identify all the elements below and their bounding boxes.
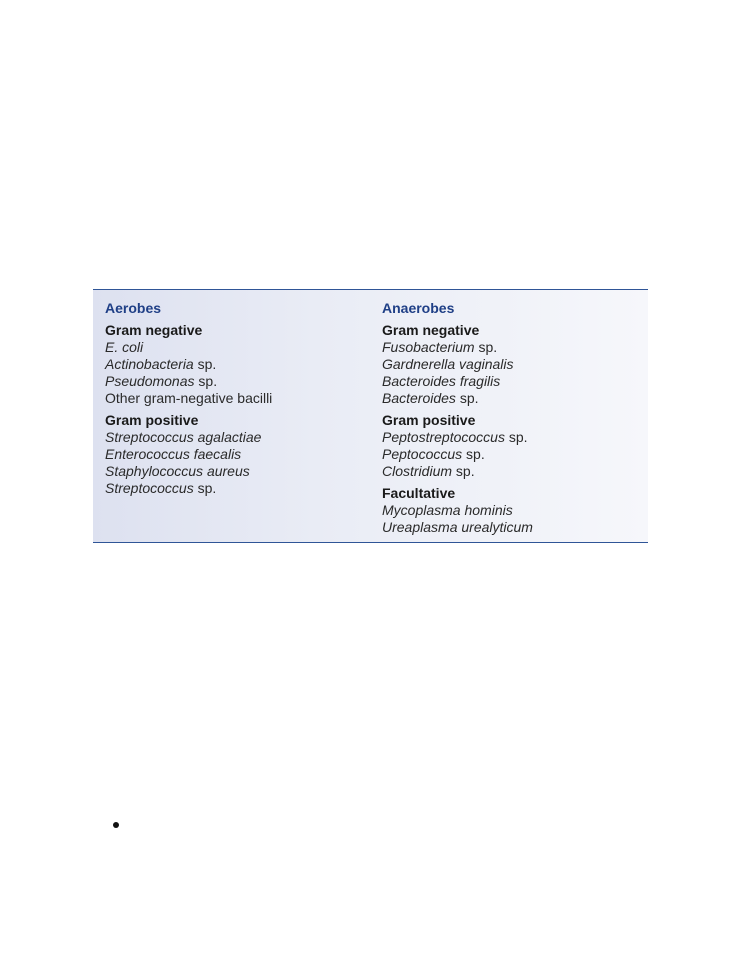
anaerobes-facultative-group bbox=[382, 485, 533, 536]
aerobes-column bbox=[105, 300, 272, 502]
group-heading: Facultative bbox=[382, 485, 456, 501]
aerobes-gram-positive-group bbox=[105, 412, 272, 497]
organism-entry: Enterococcus faecalis bbox=[105, 446, 242, 462]
organism-entry: Ureaplasma urealyticum bbox=[382, 519, 533, 535]
organism-entry: E. coli bbox=[105, 339, 144, 355]
organism-entry: Fusobacterium sp. bbox=[382, 339, 498, 355]
organism-entry: Streptococcus sp. bbox=[105, 480, 217, 496]
anaerobes-heading: Anaerobes bbox=[382, 300, 455, 316]
aerobes-gram-negative-group bbox=[105, 322, 272, 407]
aerobes-heading: Aerobes bbox=[105, 300, 162, 316]
group-heading: Gram negative bbox=[382, 322, 480, 338]
organism-entry: Bacteroides sp. bbox=[382, 390, 479, 406]
organism-entry: Bacteroides fragilis bbox=[382, 373, 501, 389]
group-heading: Gram positive bbox=[105, 412, 199, 428]
organism-entry: Gardnerella vaginalis bbox=[382, 356, 514, 372]
group-heading: Gram negative bbox=[105, 322, 203, 338]
organism-entry: Mycoplasma hominis bbox=[382, 502, 513, 518]
organism-entry: Staphylococcus aureus bbox=[105, 463, 250, 479]
anaerobes-gram-positive-group bbox=[382, 412, 533, 480]
organism-entry: Actinobacteria sp. bbox=[105, 356, 217, 372]
anaerobes-column bbox=[382, 300, 533, 541]
organism-entry: Peptostreptococcus sp. bbox=[382, 429, 528, 445]
organism-table bbox=[93, 289, 648, 543]
anaerobes-gram-negative-group bbox=[382, 322, 533, 407]
bullet-point bbox=[113, 822, 119, 828]
organism-entry: Clostridium sp. bbox=[382, 463, 475, 479]
organism-entry: Peptococcus sp. bbox=[382, 446, 485, 462]
organism-entry: Other gram-negative bacilli bbox=[105, 390, 273, 406]
group-heading: Gram positive bbox=[382, 412, 476, 428]
organism-entry: Streptococcus agalactiae bbox=[105, 429, 262, 445]
organism-entry: Pseudomonas sp. bbox=[105, 373, 218, 389]
